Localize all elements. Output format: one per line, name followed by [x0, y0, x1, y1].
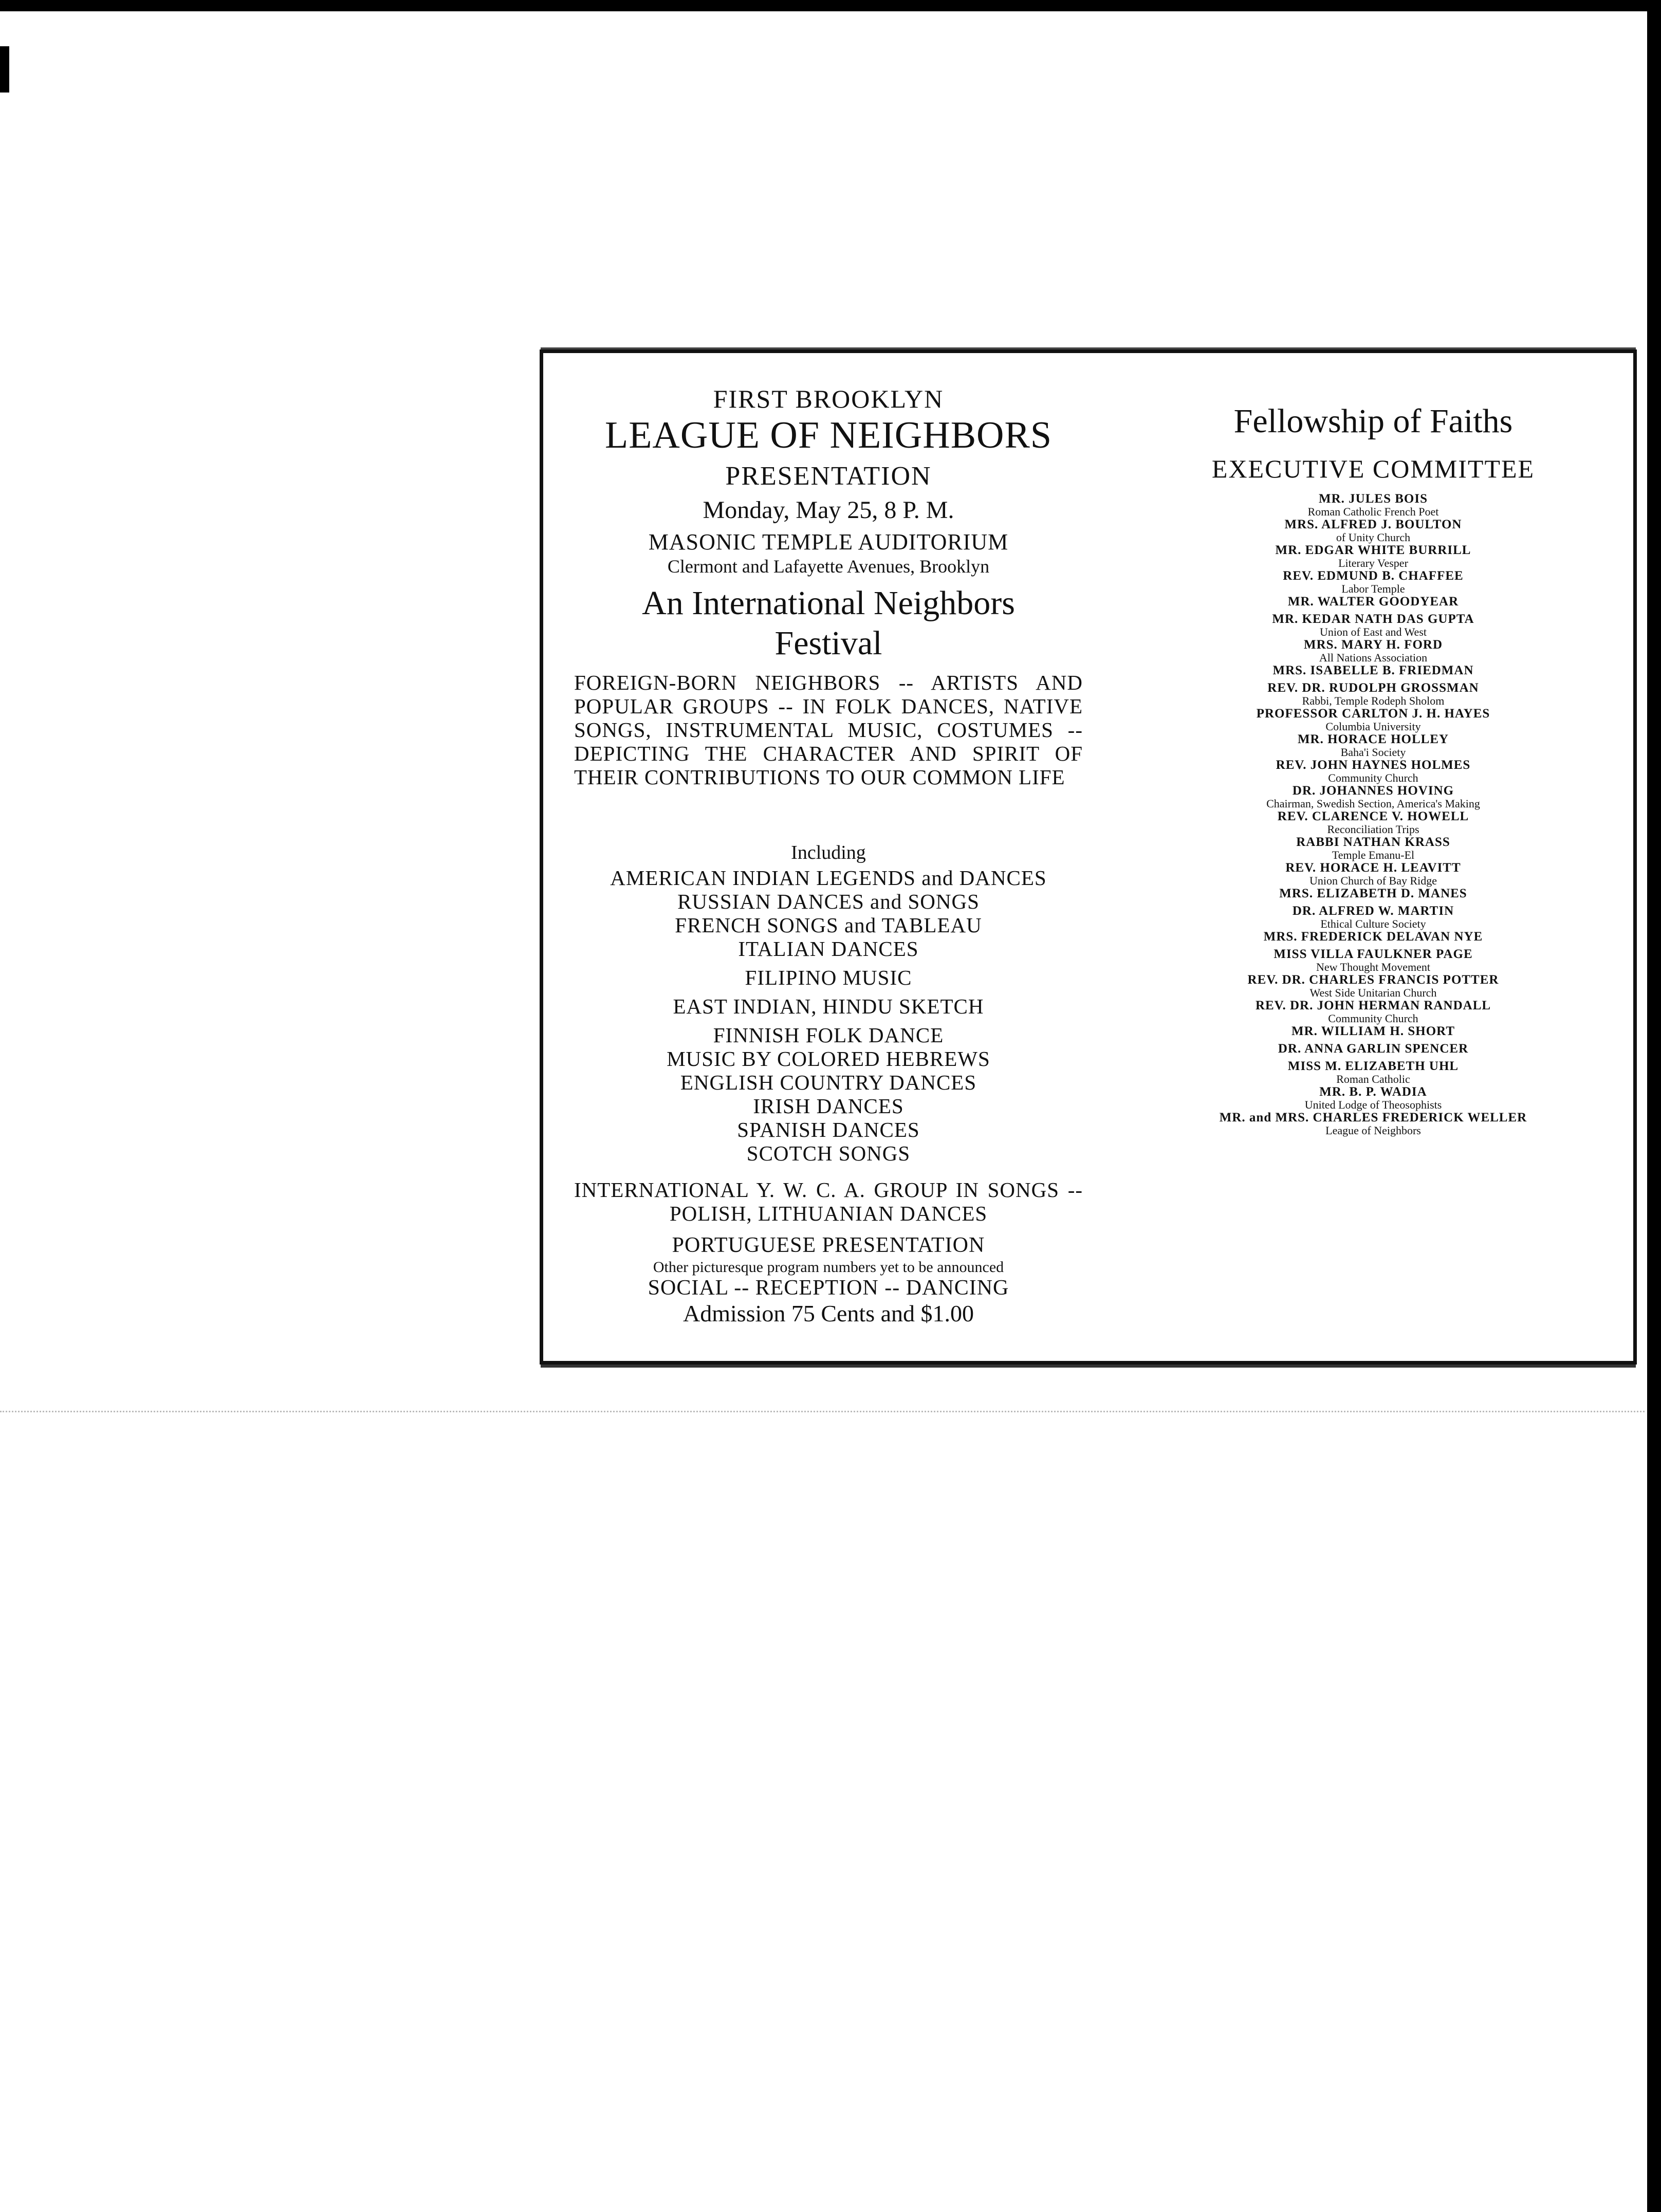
- ywca-group: INTERNATIONAL Y. W. C. A. GROUP IN SONGS -- POLISH, LITHUANIAN DANCES: [574, 1178, 1083, 1225]
- member-affiliation: Ethical Culture Society: [1320, 917, 1426, 930]
- member-affiliation: Roman Catholic French Poet: [1307, 505, 1439, 518]
- committee-member: [1129, 569, 1617, 595]
- member-name: REV. JOHN HAYNES HOLMES: [1276, 758, 1471, 772]
- member-affiliation: Chairman, Swedish Section, America's Making: [1266, 797, 1480, 810]
- member-name: REV. HORACE H. LEAVITT: [1285, 861, 1461, 875]
- committee-member: [1129, 492, 1617, 518]
- committee-member: [1129, 930, 1617, 947]
- committee-member: [1129, 707, 1617, 732]
- festival-title-line-1: An International Neighbors: [642, 584, 1015, 622]
- member-affiliation: Literary Vesper: [1338, 557, 1408, 569]
- member-affiliation: Temple Emanu-El: [1332, 849, 1415, 861]
- festival-title: [564, 583, 1093, 663]
- committee-member: [1129, 887, 1617, 904]
- left-panel: [564, 353, 1093, 1361]
- member-name: DR. ALFRED W. MARTIN: [1292, 904, 1454, 918]
- program-item: RUSSIAN DANCES and SONGS: [677, 890, 980, 913]
- committee-member: [1129, 1111, 1617, 1136]
- program-item: FINNISH FOLK DANCE: [713, 1023, 944, 1047]
- member-name: MISS M. ELIZABETH UHL: [1287, 1059, 1459, 1073]
- committee-member: [1129, 1059, 1617, 1085]
- program-list: [564, 866, 1093, 1165]
- member-affiliation: Rabbi, Temple Rodeph Sholom: [1302, 694, 1445, 707]
- committee-member: [1129, 543, 1617, 569]
- program-item: SPANISH DANCES: [737, 1118, 920, 1141]
- committee-member: [1129, 999, 1617, 1024]
- scan-border-top: [0, 0, 1661, 11]
- committee-member: [1129, 973, 1617, 999]
- member-name: MRS. FREDERICK DELAVAN NYE: [1263, 930, 1483, 944]
- member-name: MR. WALTER GOODYEAR: [1287, 595, 1459, 609]
- member-name: DR. JOHANNES HOVING: [1292, 784, 1454, 798]
- member-affiliation: West Side Unitarian Church: [1309, 986, 1437, 999]
- committee-member: [1129, 518, 1617, 543]
- member-affiliation: All Nations Association: [1319, 651, 1428, 664]
- committee-member: [1129, 612, 1617, 638]
- presentation-heading: PRESENTATION: [725, 462, 932, 491]
- committee-member: [1129, 638, 1617, 663]
- event-date: Monday, May 25, 8 P. M.: [703, 496, 954, 524]
- committee-member: [1129, 947, 1617, 973]
- program-item: FRENCH SONGS and TABLEAU: [675, 913, 982, 937]
- member-affiliation: Labor Temple: [1341, 582, 1405, 595]
- member-affiliation: Community Church: [1328, 771, 1418, 784]
- committee-member: [1129, 784, 1617, 809]
- member-affiliation: League of Neighbors: [1325, 1124, 1421, 1137]
- committee-heading: EXECUTIVE COMMITTEE: [1211, 454, 1535, 483]
- member-name: RABBI NATHAN KRASS: [1296, 835, 1450, 849]
- page-fold-line: [0, 1411, 1645, 1412]
- right-panel: [1129, 353, 1617, 1361]
- member-name: MR. EDGAR WHITE BURRILL: [1275, 543, 1471, 557]
- committee-member: [1129, 1042, 1617, 1059]
- member-affiliation: Union Church of Bay Ridge: [1309, 874, 1437, 887]
- member-name: MR. WILLIAM H. SHORT: [1291, 1024, 1455, 1038]
- including-label: Including: [791, 842, 866, 863]
- member-name: MR. and MRS. CHARLES FREDERICK WELLER: [1219, 1111, 1527, 1125]
- member-affiliation: Community Church: [1328, 1012, 1418, 1025]
- venue-address: Clermont and Lafayette Avenues, Brooklyn: [667, 556, 990, 577]
- committee-member: [1129, 809, 1617, 835]
- member-name: MRS. ELIZABETH D. MANES: [1279, 887, 1467, 900]
- festival-description: FOREIGN-BORN NEIGHBORS -- ARTISTS AND POPULAR GROUPS -- IN FOLK DANCES, NATIVE SONGS, INSTRUMENTAL MUSIC, COSTUMES -- DEPICTING THE CHARACTER AND SPIRIT OF THEIR CONTRIBUTIONS TO OUR COMMON LIFE: [574, 671, 1083, 789]
- member-affiliation: of Unity Church: [1336, 531, 1411, 544]
- venue: MASONIC TEMPLE AUDITORIUM: [648, 529, 1009, 555]
- member-affiliation: Union of East and West: [1319, 625, 1427, 638]
- member-affiliation: New Thought Movement: [1316, 961, 1430, 973]
- member-name: REV. DR. RUDOLPH GROSSMAN: [1267, 681, 1479, 695]
- member-name: MR. KEDAR NATH DAS GUPTA: [1272, 612, 1474, 626]
- program-item: ITALIAN DANCES: [738, 937, 919, 961]
- program-item: MUSIC BY COLORED HEBREWS: [667, 1047, 990, 1071]
- portuguese-presentation: PORTUGUESE PRESENTATION: [672, 1233, 985, 1257]
- program-item: FILIPINO MUSIC: [745, 966, 912, 989]
- committee-member: [1129, 1024, 1617, 1042]
- member-name: MR. HORACE HOLLEY: [1297, 732, 1449, 746]
- member-name: MR. B. P. WADIA: [1319, 1085, 1427, 1099]
- member-name: MRS. MARY H. FORD: [1303, 638, 1443, 652]
- member-name: MISS VILLA FAULKNER PAGE: [1274, 947, 1473, 961]
- member-affiliation: Columbia University: [1325, 720, 1421, 733]
- program-item: AMERICAN INDIAN LEGENDS and DANCES: [610, 866, 1047, 890]
- social-line: SOCIAL -- RECEPTION -- DANCING: [648, 1276, 1009, 1300]
- scan-border-right: [1647, 0, 1661, 2212]
- member-name: REV. DR. JOHN HERMAN RANDALL: [1255, 999, 1491, 1012]
- member-name: MRS. ISABELLE B. FRIEDMAN: [1272, 663, 1474, 677]
- committee-member: [1129, 1085, 1617, 1111]
- member-name: MRS. ALFRED J. BOULTON: [1284, 518, 1462, 531]
- committee-member: [1129, 663, 1617, 681]
- admission-price: Admission 75 Cents and $1.00: [682, 1300, 974, 1326]
- member-name: MR. JULES BOIS: [1319, 492, 1428, 506]
- program-item: SCOTCH SONGS: [746, 1141, 911, 1165]
- committee-member: [1129, 835, 1617, 861]
- committee-member: [1129, 758, 1617, 784]
- committee-member: [1129, 732, 1617, 758]
- org-line-1: FIRST BROOKLYN: [713, 384, 944, 413]
- member-affiliation: Roman Catholic: [1336, 1073, 1410, 1085]
- org-line-2: LEAGUE OF NEIGHBORS: [605, 414, 1052, 456]
- member-name: REV. DR. CHARLES FRANCIS POTTER: [1247, 973, 1499, 987]
- member-affiliation: Reconciliation Trips: [1327, 823, 1419, 836]
- scan-border-left-mark: [0, 46, 9, 93]
- member-name: DR. ANNA GARLIN SPENCER: [1278, 1042, 1469, 1056]
- festival-title-line-2: Festival: [774, 624, 882, 662]
- committee-member: [1129, 861, 1617, 887]
- program-item: IRISH DANCES: [753, 1094, 904, 1118]
- member-name: REV. CLARENCE V. HOWELL: [1277, 809, 1469, 823]
- committee-member: [1129, 904, 1617, 930]
- member-name: REV. EDMUND B. CHAFFEE: [1283, 569, 1464, 583]
- member-affiliation: United Lodge of Theosophists: [1304, 1098, 1442, 1111]
- committee-member: [1129, 681, 1617, 707]
- fellowship-title: Fellowship of Faiths: [1233, 402, 1513, 440]
- committee-list: [1129, 492, 1617, 1136]
- program-item: ENGLISH COUNTRY DANCES: [680, 1071, 977, 1094]
- member-name: PROFESSOR CARLTON J. H. HAYES: [1256, 707, 1490, 721]
- other-numbers-note: Other picturesque program numbers yet to be announced: [653, 1259, 1004, 1276]
- committee-member: [1129, 595, 1617, 612]
- member-affiliation: Baha'i Society: [1340, 746, 1406, 759]
- program-item: EAST INDIAN, HINDU SKETCH: [673, 994, 984, 1018]
- program-card: [540, 349, 1637, 1365]
